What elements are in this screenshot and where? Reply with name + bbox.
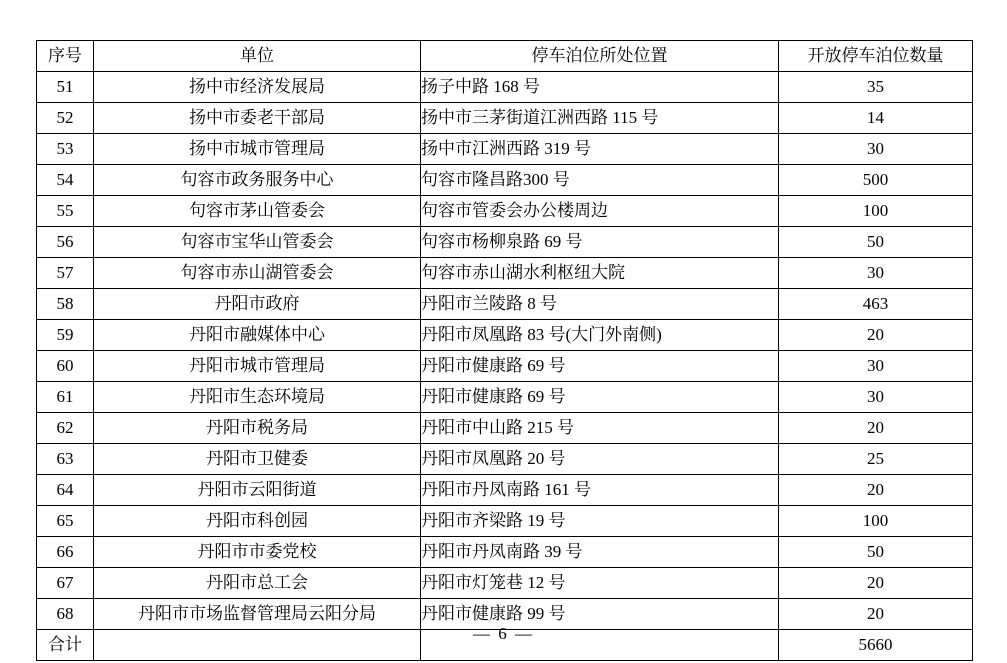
cell-index: 54: [37, 165, 94, 196]
cell-location: 丹阳市健康路 69 号: [421, 382, 779, 413]
cell-index: 67: [37, 568, 94, 599]
cell-unit: 丹阳市云阳街道: [94, 475, 421, 506]
cell-unit: 句容市宝华山管委会: [94, 227, 421, 258]
table-row: [37, 227, 973, 258]
table-header-row: [37, 41, 973, 72]
table-row: [37, 320, 973, 351]
cell-count: 50: [779, 537, 973, 568]
cell-location: 丹阳市凤凰路 20 号: [421, 444, 779, 475]
cell-location: 丹阳市健康路 99 号: [421, 599, 779, 630]
cell-unit: 句容市政务服务中心: [94, 165, 421, 196]
table-row: [37, 413, 973, 444]
cell-index: 60: [37, 351, 94, 382]
cell-location: 句容市管委会办公楼周边: [421, 196, 779, 227]
page-number: — 6 —: [473, 624, 534, 643]
cell-count: 20: [779, 599, 973, 630]
cell-count: 14: [779, 103, 973, 134]
cell-index: 68: [37, 599, 94, 630]
cell-unit: 句容市赤山湖管委会: [94, 258, 421, 289]
cell-count: 30: [779, 351, 973, 382]
cell-location: 句容市隆昌路300 号: [421, 165, 779, 196]
cell-count: 100: [779, 196, 973, 227]
table-body: [37, 72, 973, 661]
table-row: [37, 72, 973, 103]
cell-location: 丹阳市灯笼巷 12 号: [421, 568, 779, 599]
cell-unit: 丹阳市市场监督管理局云阳分局: [94, 599, 421, 630]
cell-location: 句容市赤山湖水利枢纽大院: [421, 258, 779, 289]
column-header-location: 停车泊位所处位置: [421, 41, 779, 72]
cell-index: 57: [37, 258, 94, 289]
cell-index: 61: [37, 382, 94, 413]
table-row: [37, 289, 973, 320]
table-row: [37, 134, 973, 165]
cell-count: 20: [779, 413, 973, 444]
cell-location: 扬中市江洲西路 319 号: [421, 134, 779, 165]
cell-unit: 扬中市经济发展局: [94, 72, 421, 103]
table-row: [37, 444, 973, 475]
cell-unit: 丹阳市科创园: [94, 506, 421, 537]
table-row: [37, 475, 973, 506]
cell-count: 35: [779, 72, 973, 103]
table-row: [37, 506, 973, 537]
cell-location: 丹阳市中山路 215 号: [421, 413, 779, 444]
table-row: [37, 196, 973, 227]
table-row: [37, 103, 973, 134]
cell-index: 52: [37, 103, 94, 134]
cell-index: 59: [37, 320, 94, 351]
cell-unit: 丹阳市税务局: [94, 413, 421, 444]
cell-location: 丹阳市丹凤南路 161 号: [421, 475, 779, 506]
column-header-unit: 单位: [94, 41, 421, 72]
table-row: [37, 165, 973, 196]
cell-unit: 丹阳市市委党校: [94, 537, 421, 568]
cell-index: 63: [37, 444, 94, 475]
cell-index: 56: [37, 227, 94, 258]
table-header: [37, 41, 973, 72]
table-row: [37, 258, 973, 289]
cell-unit: 丹阳市生态环境局: [94, 382, 421, 413]
cell-location: 扬中市三茅街道江洲西路 115 号: [421, 103, 779, 134]
cell-index: 62: [37, 413, 94, 444]
cell-total-label: 合计: [37, 630, 94, 661]
cell-count: 20: [779, 568, 973, 599]
table-row: [37, 382, 973, 413]
cell-count: 30: [779, 258, 973, 289]
cell-unit: 丹阳市融媒体中心: [94, 320, 421, 351]
cell-unit: 扬中市委老干部局: [94, 103, 421, 134]
cell-count: 500: [779, 165, 973, 196]
cell-total-count: 5660: [779, 630, 973, 661]
cell-count: 100: [779, 506, 973, 537]
cell-index: 65: [37, 506, 94, 537]
parking-table-container: [36, 40, 972, 661]
cell-index: 51: [37, 72, 94, 103]
table-row: [37, 351, 973, 382]
cell-count: 20: [779, 320, 973, 351]
cell-unit: 丹阳市总工会: [94, 568, 421, 599]
cell-count: 25: [779, 444, 973, 475]
column-header-index: 序号: [37, 41, 94, 72]
cell-location: 丹阳市健康路 69 号: [421, 351, 779, 382]
cell-unit: 丹阳市卫健委: [94, 444, 421, 475]
cell-count: 30: [779, 134, 973, 165]
cell-count: 20: [779, 475, 973, 506]
cell-unit: 丹阳市城市管理局: [94, 351, 421, 382]
cell-location: 句容市杨柳泉路 69 号: [421, 227, 779, 258]
cell-count: 50: [779, 227, 973, 258]
cell-index: 58: [37, 289, 94, 320]
cell-count: 30: [779, 382, 973, 413]
cell-unit: 丹阳市政府: [94, 289, 421, 320]
cell-unit: 扬中市城市管理局: [94, 134, 421, 165]
column-header-count: 开放停车泊位数量: [779, 41, 973, 72]
cell-location: 丹阳市丹凤南路 39 号: [421, 537, 779, 568]
cell-index: 66: [37, 537, 94, 568]
parking-table: [36, 40, 973, 661]
cell-unit: 句容市茅山管委会: [94, 196, 421, 227]
cell-location: 丹阳市齐梁路 19 号: [421, 506, 779, 537]
table-row: [37, 537, 973, 568]
cell-location: 丹阳市凤凰路 83 号(大门外南侧): [421, 320, 779, 351]
cell-count: 463: [779, 289, 973, 320]
cell-location: 丹阳市兰陵路 8 号: [421, 289, 779, 320]
cell-index: 64: [37, 475, 94, 506]
table-row: [37, 568, 973, 599]
cell-location: 扬子中路 168 号: [421, 72, 779, 103]
cell-index: 53: [37, 134, 94, 165]
cell-index: 55: [37, 196, 94, 227]
